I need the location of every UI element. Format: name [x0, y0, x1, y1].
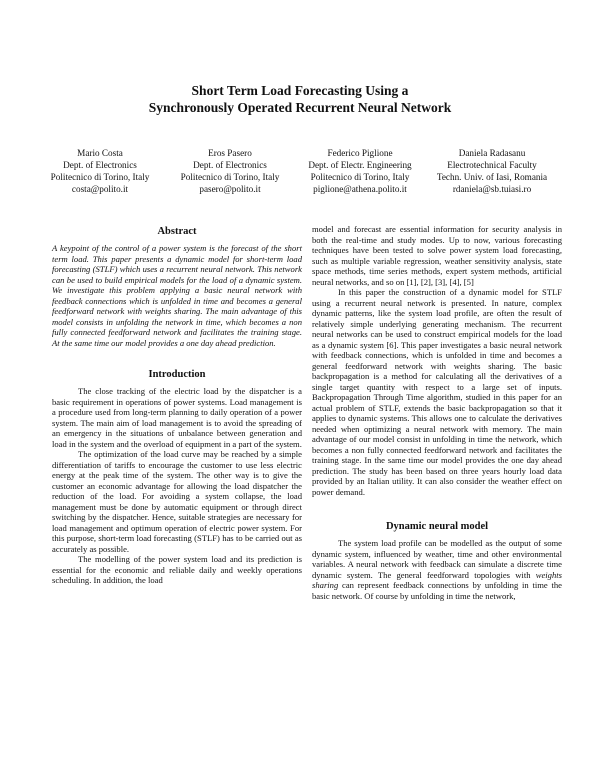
dynamic-text-before: The system load profile can be modelled as the output of some dynamic system, influenced by weather, time and other environmental variables. A neural network with feedback can simulate a discrete time dynamic system. The general feedforward topologies with — [312, 538, 562, 580]
author-2 — [162, 147, 298, 195]
dynamic-text-after: can represent feedback connections by unfolding in time the basic network. Of course by unfolding in time the network, — [312, 580, 562, 601]
author-4 — [422, 147, 562, 195]
author-name: Daniela Radasanu — [458, 148, 526, 158]
author-institution: Politecnico di Torino, Italy — [180, 172, 280, 182]
title-line-2: Synchronously Operated Recurrent Neural Network — [148, 100, 452, 115]
intro-paragraph-2: The optimization of the load curve may be reached by a simple differentiation of tariffs to encourage the customer to use less electric energy at the peak time of the system. The other way is to give the customer an economic advantage for allowing the load dispatcher the reduction of the load. For avoiding a system collapse, the load management must be done by automatic equipment or through direct switching by the dispatcher. Hence, suitable strategies are necessary for load management and optimum operation of electric power system. For this purpose, short-term load forecasting (STLF) has to be carried out as accurately as possible. — [52, 449, 302, 554]
author-email: rdaniela@sb.tuiasi.ro — [452, 184, 532, 194]
author-name: Federico Piglione — [327, 148, 393, 158]
introduction-heading: Introduction — [148, 369, 206, 380]
right-paragraph-1: model and forecast are essential information for security analysis in both the real-time and study modes. Up to now, various forecasting techniques have been tested to solve power system load forecasting, such as multiple variable regression, weather sensitivity analysis, state space methods, time series methods, expert system methods, artificial neural networks, and so on [1], [2], [3], [4], [5] — [312, 224, 562, 287]
author-block — [30, 147, 570, 195]
dynamic-text-italic: weights sharing — [312, 569, 562, 590]
abstract-text: A keypoint of the control of a power system is the forecast of the short term load. This paper presents a dynamic model for short-term load forecasting (STLF) which uses a recurrent neural network. This network can be used to build empirical models for the load of a dynamic system. We investigate this problem applying a basic neural network with feedback connections which is unfolded in time and becomes a general feedforward network with weights sharing. The main advantage of this model consists in unfolding the network in time, which becomes a non fully connected feedforward network and facilitates the training stage. At the same time our model provides a one day ahead prediction. — [52, 243, 302, 348]
author-department: Dept. of Electronics — [193, 160, 267, 170]
author-email: piglione@athena.polito.it — [313, 184, 407, 194]
author-department: Dept. of Electronics — [63, 160, 137, 170]
intro-paragraph-1: The close tracking of the electric load by the dispatcher is a basic requirement in operations of power systems. Load management is a procedure used from long-term planning to daily operation of a power system. The main aim of load management is to avoid the spreading of an emergency in the situations of unbalance between generation and load in the system and the overload of equipment in a part of the system. — [52, 386, 302, 449]
author-3 — [292, 147, 428, 195]
author-institution: Techn. Univ. of Iasi, Romania — [436, 172, 548, 182]
author-email: pasero@polito.it — [199, 184, 261, 194]
author-department: Electrotechnical Faculty — [447, 160, 537, 170]
dynamic-model-paragraph — [312, 538, 562, 601]
dynamic-model-heading: Dynamic neural model — [385, 521, 489, 532]
intro-paragraph-3: The modelling of the power system load and its prediction is essential for the economic and reliable daily and weekly operations scheduling. In addition, the load — [52, 554, 302, 585]
author-institution: Politecnico di Torino, Italy — [50, 172, 150, 182]
paper-title — [40, 82, 560, 116]
author-email: costa@polito.it — [71, 184, 129, 194]
author-1 — [30, 147, 170, 195]
author-name: Eros Pasero — [208, 148, 252, 158]
left-column — [52, 225, 302, 586]
abstract-heading: Abstract — [157, 226, 197, 237]
right-column — [312, 224, 562, 601]
author-institution: Politecnico di Torino, Italy — [310, 172, 410, 182]
author-name: Mario Costa — [77, 148, 123, 158]
author-department: Dept. of Electr. Engineering — [308, 160, 412, 170]
right-paragraph-2: In this paper the construction of a dynamic model for STLF using a recurrent neural network is presented. In nature, complex dynamic patterns, like the system load profile, are often the result of relatively simple underlying generating mechanism. The recurrent neural networks can be used to construct empirical models for the load as a dynamic system [6]. This paper investigates a basic neural network with feedback connections, which is unfolded in time and becomes a general feedforward network with weights sharing. The basic backpropagation is a method for calculating all the derivatives of a single target quantity with respect to a large set of inputs. Backpropagation Through Time algorithm, studied in this paper for an actual problem of STLF, extends the basic backpropagation so that it applies to dynamic systems. This allows one to calculate the derivatives needed when optimizing a neural network with memory. The main advantage of our model consist in unfolding in time the network, which becomes a non fully connected feedforward network and facilitates the training stage. In the same time our model provides the one day ahead prediction. The study has been based on three years hourly load data provided by an Italian utility. It can also consider the weather effect on power demand. — [312, 287, 562, 497]
title-line-1: Short Term Load Forecasting Using a — [191, 83, 409, 98]
